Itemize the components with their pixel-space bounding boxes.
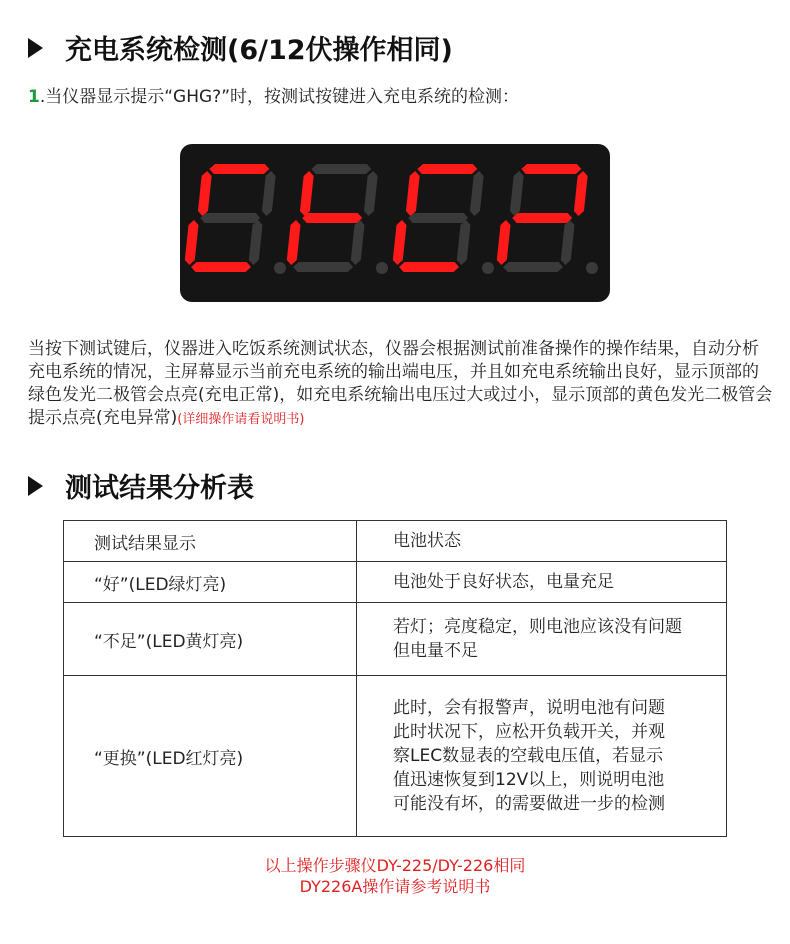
status-line: 若灯；亮度稳定，则电池应该没有问题 [393,617,682,637]
description-text: 当按下测试键后，仪器进入吃饭系统测试状态，仪器会根据测试前准备操作的操作结果，自动分析充电系统的情况，主屏幕显示当前充电系统的输出端电压，并且如充电系统输出良好，显示顶部的绿色发光二极管会点亮(充电正常)，如充电系统输出电压过大或过小，显示顶部的黄色发光二极管会提示点亮(充电异常) [28,339,773,428]
status-line: 可能没有坏，的需要做进一步的检测 [393,794,665,814]
segment-a [417,164,478,174]
status-line: 察LEC数显表的空载电压值，若显示 [393,746,664,766]
segment-d [191,262,252,272]
table-row [64,603,727,676]
decimal-point [274,262,286,274]
segment-g [302,213,363,223]
status-line: 电池处于良好状态，电量充足 [393,572,614,592]
header-status: 电池状态 [357,521,727,562]
status-line: 但电量不足 [393,641,478,661]
segment-d [399,262,460,272]
segment-b [573,171,588,216]
segment-f [405,171,420,216]
segment-c [560,220,575,265]
footer-line-1: 以上操作步骤仪DY-225/DY-226相同 [264,856,526,875]
segment-e [184,220,199,265]
section-title-text: 测试结果分析表 [65,473,254,504]
footer-note [0,855,790,897]
step-text: .当仪器显示提示“GHG?”时，按测试按键进入充电系统的检测： [39,87,520,107]
segment-d [293,262,354,272]
decimal-point [482,262,494,274]
triangle-bullet-icon [28,38,43,58]
segment-d [503,262,564,272]
section-title-charging [28,28,453,67]
segment-f [197,171,212,216]
description-paragraph [28,338,773,431]
result-cell: “好”(LED绿灯亮) [64,562,357,603]
manual-note: (详细操作请看说明书) [177,412,305,427]
results-table [63,520,727,837]
segment-a [209,164,270,174]
status-cell [357,603,727,676]
segment-c [456,220,471,265]
segment-e [286,220,301,265]
segment-g [408,213,469,223]
segment-g [512,213,573,223]
status-cell [357,676,727,837]
segment-b [261,171,276,216]
seven-segment-digits [180,144,610,302]
segment-c [248,220,263,265]
segment-f [299,171,314,216]
result-cell: “不足”(LED黄灯亮) [64,603,357,676]
status-cell [357,562,727,603]
status-line: 此时，会有报警声，说明电池有问题 [393,698,665,718]
segment-g [200,213,261,223]
segment-f [509,171,524,216]
segment-a [311,164,372,174]
segment-c [350,220,365,265]
section-title-results [28,466,254,505]
decimal-point [586,262,598,274]
section-title-text: 充电系统检测(6/12伏操作相同) [65,35,453,66]
step-number: 1 [28,87,40,107]
status-line: 此时状况下，应松开负载开关，并观 [393,722,665,742]
result-cell: “更换”(LED红灯亮) [64,676,357,837]
segment-a [521,164,582,174]
triangle-bullet-icon [28,476,43,496]
table-row [64,676,727,837]
table-header-row [64,521,727,562]
step-instruction [28,82,519,107]
seven-segment-display [180,144,610,302]
status-line: 值迅速恢复到12V以上，则说明电池 [393,770,665,790]
segment-b [363,171,378,216]
segment-e [496,220,511,265]
segment-e [392,220,407,265]
header-result: 测试结果显示 [64,521,357,562]
table-row [64,562,727,603]
decimal-point [376,262,388,274]
segment-b [469,171,484,216]
footer-line-2: DY226A操作请参考说明书 [299,877,491,896]
